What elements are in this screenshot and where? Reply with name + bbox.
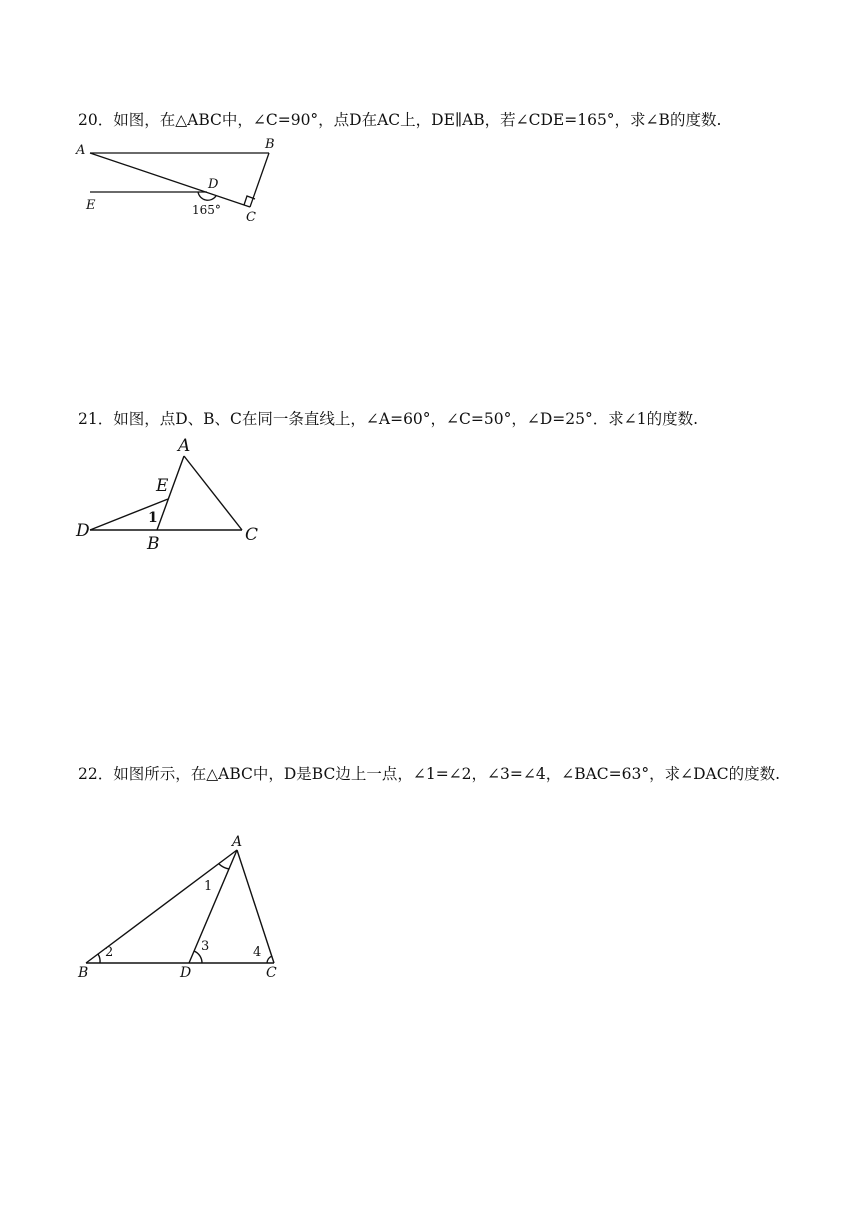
segment-ad [189,850,237,963]
label-d: D [180,965,192,981]
angle-label-4: 4 [253,945,262,960]
label-e: E [156,476,169,496]
label-b: B [78,965,89,981]
angle-label-1: 1 [204,879,213,894]
angle-arc-4 [267,956,272,963]
label-a: A [232,834,243,850]
angle-arc-1 [219,864,229,869]
label-a: A [178,436,191,456]
label-b: B [265,137,275,152]
label-d: D [76,521,90,541]
angle-label-2: 2 [105,945,114,960]
label-d: D [208,177,219,192]
angle-label-1: 1 [148,510,158,526]
segment-ac [184,456,242,530]
label-b: B [147,534,160,554]
question-20-figure [70,135,290,230]
angle-arc-2 [98,954,100,963]
angle-label-165: 165° [192,203,221,217]
question-21-figure [72,436,272,554]
angle-arc-165 [198,192,216,200]
segment-ac [90,153,250,207]
label-e: E [86,198,96,213]
label-c: C [246,210,256,225]
label-c: C [245,525,259,545]
question-22-figure [72,832,292,982]
label-a: A [76,143,86,158]
question-22-text: 22．如图所示，在△ABC中，D是BC边上一点，∠1=∠2，∠3=∠4，∠BAC=63°，求∠DAC的度数. [78,765,780,783]
angle-label-3: 3 [201,939,210,954]
question-21-text: 21．如图，点D、B、C在同一条直线上，∠A=60°，∠C=50°，∠D=25°．求∠1的度数. [78,410,699,428]
question-20-text: 20．如图，在△ABC中，∠C=90°，点D在AC上，DE∥AB，若∠CDE=165°，求∠B的度数. [78,111,722,129]
label-c: C [266,965,277,981]
segment-bc [250,153,269,207]
